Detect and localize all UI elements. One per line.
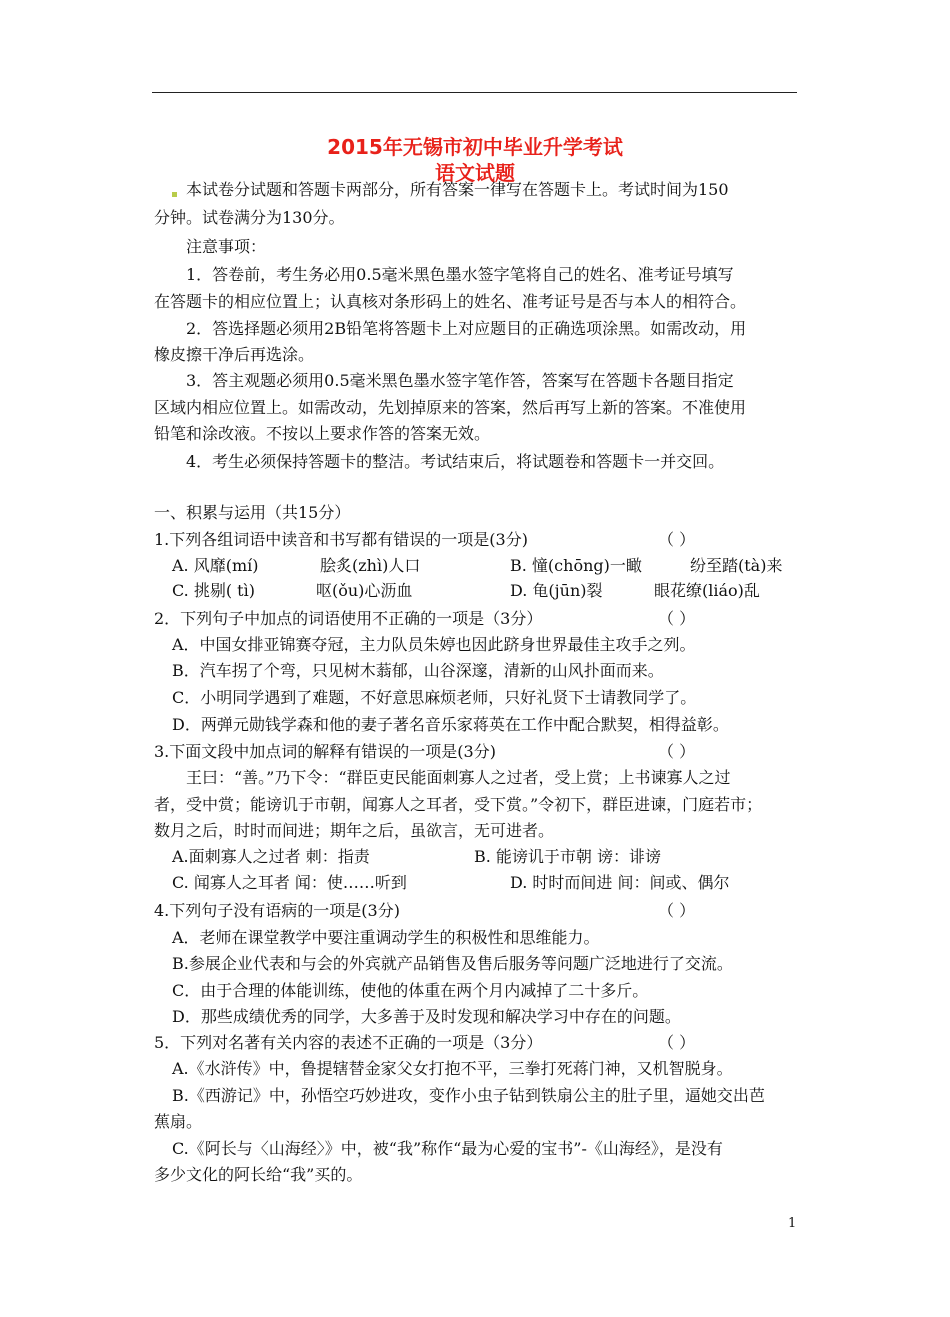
- page-number: 1: [788, 1216, 797, 1231]
- notes-line: 4．考生必须保持答题卡的整洁。考试结束后，将试题卷和答题卡一并交回。: [186, 452, 725, 471]
- answer-blank: （ ）: [658, 901, 696, 920]
- option-c: C. 挑剔( tì): [172, 581, 255, 600]
- option-d: 眼花缭(liáo)乱: [654, 581, 760, 600]
- option-b: B．汽车拐了个弯，只见树木蓊郁，山谷深邃，清新的山风扑面而来。: [172, 661, 664, 680]
- exam-title: 2015年无锡市初中毕业升学考试: [327, 135, 623, 159]
- option-b: B.参展企业代表和与会的外宾就产品销售及售后服务等问题广泛地进行了交流。: [172, 954, 733, 973]
- option-d: D．那些成绩优秀的同学，大多善于及时发现和解决学习中存在的问题。: [172, 1007, 681, 1026]
- header-rule: [152, 92, 797, 93]
- section-heading: 一、积累与运用（共15分）: [154, 503, 351, 522]
- passage-line: 者，受中赏；能谤讥于市朝，闻寡人之耳者，受下赏。”令初下，群臣进谏，门庭若市；: [154, 795, 763, 814]
- option-c: C．由于合理的体能训练，使他的体重在两个月内减掉了二十多斤。: [172, 981, 649, 1000]
- option-d: D．两弹元勋钱学森和他的妻子著名音乐家蒋英在工作中配合默契，相得益彰。: [172, 715, 729, 734]
- option-a: A．老师在课堂教学中要注重调动学生的积极性和思维能力。: [172, 928, 600, 947]
- notes-line: 区域内相应位置上。如需改动，先划掉原来的答案，然后再写上新的答案。不准使用: [154, 398, 747, 417]
- notes-heading: 注意事项：: [186, 237, 267, 256]
- option-d: D. 时时而间进 间：间或、偶尔: [510, 873, 730, 892]
- option-a: A．中国女排亚锦赛夺冠，主力队员朱婷也因此跻身世界最佳主攻手之列。: [172, 635, 696, 654]
- option-b: B.《西游记》中，孙悟空巧妙进攻，变作小虫子钻到铁扇公主的肚子里，逼她交出芭: [172, 1086, 765, 1105]
- option-c: 多少文化的阿长给“我”买的。: [154, 1165, 363, 1184]
- option-b: 纷至踏(tà)来: [690, 556, 783, 575]
- question-stem: 2．下列句子中加点的词语使用不正确的一项是（3分）: [154, 609, 543, 628]
- option-a: A.《水浒传》中，鲁提辖替金家父女打抱不平，三拳打死蒋门神，又机智脱身。: [172, 1059, 733, 1078]
- option-c: C．小明同学遇到了难题，不好意思麻烦老师，只好礼贤下士请教同学了。: [172, 688, 697, 707]
- question-stem: 1.下列各组词语中读音和书写都有错误的一项是(3分): [154, 530, 528, 549]
- notes-line: 橡皮擦干净后再选涂。: [154, 345, 315, 364]
- question-stem: 3.下面文段中加点词的解释有错误的一项是(3分): [154, 742, 496, 761]
- question-stem: 5．下列对名著有关内容的表述不正确的一项是（3分）: [154, 1033, 543, 1052]
- option-d: D. 龟(jūn)裂: [510, 581, 603, 600]
- passage-line: 数月之后，时时而间进；期年之后，虽欲言，无可进者。: [154, 821, 555, 840]
- notes-line: 2．答选择题必须用2B铅笔将答题卡上对应题目的正确选项涂黑。如需改动，用: [186, 319, 747, 338]
- intro-line: 本试卷分试题和答题卡两部分，所有答案一律写在答题卡上。考试时间为150: [186, 180, 729, 199]
- option-b: B. 憧(chōng)一瞰: [510, 556, 642, 575]
- option-a: A.面刺寡人之过者 刺：指责: [172, 847, 370, 866]
- notes-line: 在答题卡的相应位置上；认真核对条形码上的姓名、准考证号是否与本人的相符合。: [154, 292, 747, 311]
- answer-blank: （ ）: [658, 609, 696, 628]
- mark-dot: [172, 192, 177, 197]
- passage-line: 王曰：“善。”乃下令：“群臣吏民能面刺寡人之过者，受上赏；上书谏寡人之过: [186, 768, 731, 787]
- notes-line: 铅笔和涂改液。不按以上要求作答的答案无效。: [154, 424, 491, 443]
- exam-subtitle: 语文试题: [435, 161, 515, 185]
- option-b: B. 能谤讥于市朝 谤：诽谤: [474, 847, 662, 866]
- notes-line: 3．答主观题必须用0.5毫米黑色墨水签字笔作答，答案写在答题卡各题目指定: [186, 371, 734, 390]
- option-c: C.《阿长与〈山海经〉》中，被“我”称作“最为心爱的宝书”-《山海经》，是没有: [172, 1139, 723, 1158]
- question-stem: 4.下列句子没有语病的一项是(3分): [154, 901, 400, 920]
- notes-line: 1．答卷前，考生务必用0.5毫米黑色墨水签字笔将自己的姓名、准考证号填写: [186, 265, 734, 284]
- option-b: 蕉扇。: [154, 1112, 203, 1131]
- answer-blank: （ ）: [658, 530, 696, 549]
- option-c: C. 闻寡人之耳者 闻：使……听到: [172, 873, 407, 892]
- option-c: 呕(ǒu)心沥血: [316, 581, 413, 600]
- answer-blank: （ ）: [658, 742, 696, 761]
- intro-line: 分钟。试卷满分为130分。: [154, 208, 345, 227]
- option-a: 脍炙(zhì)人口: [320, 556, 421, 575]
- answer-blank: （ ）: [658, 1033, 696, 1052]
- option-a: A. 风靡(mí): [172, 556, 259, 575]
